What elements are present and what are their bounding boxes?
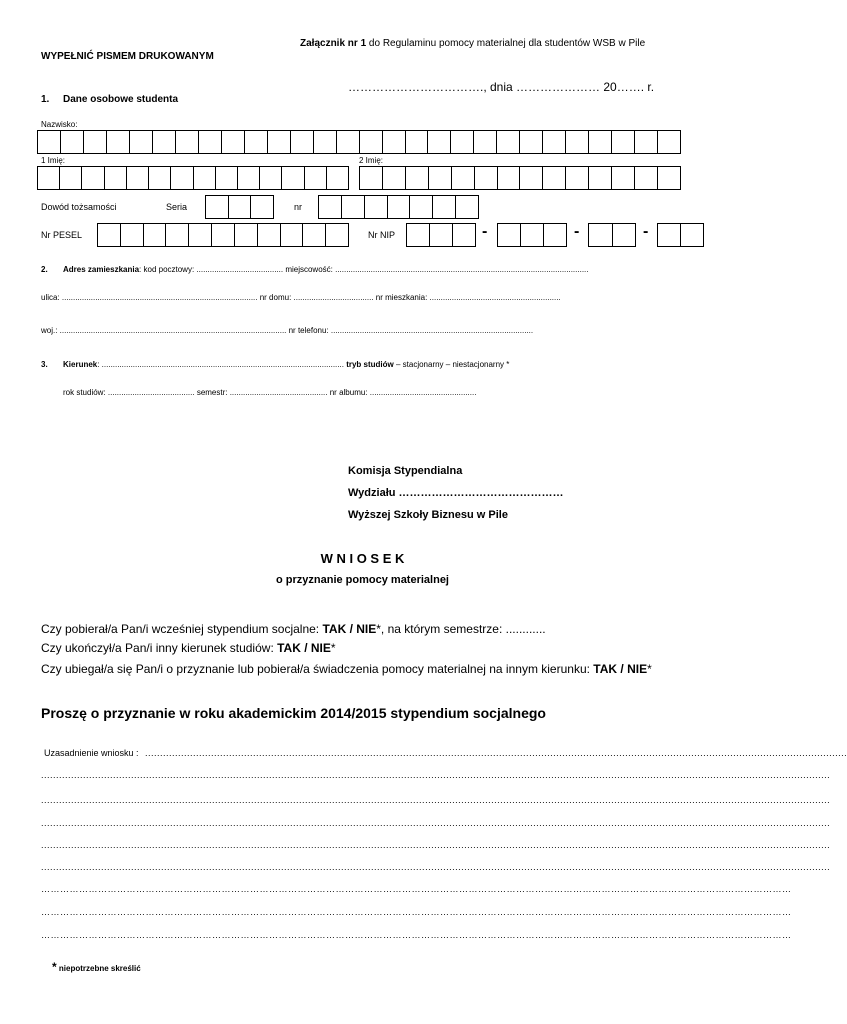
char-box[interactable] — [194, 167, 216, 189]
question-other-degree — [41, 641, 336, 655]
char-box[interactable] — [543, 167, 566, 189]
id-number-input-boxes[interactable] — [318, 195, 479, 219]
char-box[interactable] — [430, 224, 453, 246]
char-box[interactable] — [589, 224, 613, 246]
q2-asterisk: * — [330, 641, 336, 655]
id-number-label: nr — [294, 202, 303, 212]
justification-line-2[interactable]: ....................................................................................................................................................................................................................................................................... — [41, 770, 831, 780]
nip-input-boxes-part3[interactable] — [588, 223, 636, 247]
field-of-study-dots: : ............................................................................................................. — [97, 360, 344, 369]
char-box[interactable] — [245, 131, 268, 153]
footnote-text: niepotrzebne skreślić — [56, 964, 141, 973]
justification-line-4[interactable]: ....................................................................................................................................................................................................................................................................... — [41, 818, 831, 828]
char-box[interactable] — [229, 196, 252, 218]
char-box[interactable] — [222, 131, 245, 153]
char-box[interactable] — [360, 167, 383, 189]
nip-separator-3: - — [643, 223, 649, 240]
char-box[interactable] — [258, 224, 281, 246]
q3-text: Czy ubiegał/a się Pan/i o przyznanie lub pobierał/a świadczenia pomocy materialnej na innym kierunku: — [41, 662, 594, 676]
char-box[interactable] — [326, 224, 349, 246]
char-box[interactable] — [383, 131, 406, 153]
study-mode-label: tryb studiów — [346, 360, 394, 369]
char-box[interactable] — [268, 131, 291, 153]
justification-line-9[interactable]: ………………………………………………………………………………………………………………………………………………………………………………………………………………… — [41, 930, 792, 940]
province-phone-line[interactable]: woj.: ...................................................................................................... nr telefonu: ........................................................................................... — [41, 326, 534, 335]
char-box[interactable] — [658, 224, 681, 246]
char-box[interactable] — [635, 167, 658, 189]
char-box[interactable] — [474, 131, 497, 153]
char-box[interactable] — [383, 167, 406, 189]
address-postal-line[interactable] — [63, 265, 675, 274]
char-box[interactable] — [407, 224, 430, 246]
char-box[interactable] — [206, 196, 229, 218]
document-title: W N I O S E K — [320, 551, 405, 566]
char-box[interactable] — [305, 167, 327, 189]
char-box[interactable] — [144, 224, 167, 246]
char-box[interactable] — [360, 131, 383, 153]
char-box[interactable] — [613, 224, 637, 246]
pesel-label: Nr PESEL — [41, 230, 83, 240]
char-box[interactable] — [342, 196, 365, 218]
char-box[interactable] — [365, 196, 388, 218]
document-subtitle: o przyznanie pomocy materialnej — [276, 574, 449, 586]
justification-label: Uzasadnienie wniosku : — [44, 748, 139, 758]
char-box[interactable] — [105, 167, 127, 189]
char-box[interactable] — [319, 196, 342, 218]
year-semester-album-line[interactable]: rok studiów: ....................................... semestr: ............................................ nr albumu: ................................................ — [63, 388, 477, 397]
char-box[interactable] — [107, 131, 130, 153]
char-box[interactable] — [199, 131, 222, 153]
footnote — [52, 958, 141, 976]
addressee-school: Wyższej Szkoły Biznesu w Pile — [348, 509, 508, 521]
char-box[interactable] — [589, 167, 612, 189]
justification-line-1[interactable]: .......................................................................................................................................................................................................................................... — [145, 748, 847, 758]
section1-title: Dane osobowe studenta — [63, 94, 179, 105]
char-box[interactable] — [176, 131, 199, 153]
char-box[interactable] — [166, 224, 189, 246]
char-box[interactable] — [291, 131, 314, 153]
char-box[interactable] — [238, 167, 260, 189]
addressee-committee: Komisja Stypendialna — [348, 465, 463, 477]
section1-number: 1. — [41, 94, 50, 105]
char-box[interactable] — [38, 167, 60, 189]
section2-title: Adres zamieszkania — [63, 265, 140, 274]
char-box[interactable] — [497, 131, 520, 153]
q1-yes-no[interactable]: TAK / NIE — [322, 622, 377, 636]
first-name-label: 1 Imię: — [41, 156, 66, 165]
fill-instruction: WYPEŁNIĆ PISMEM DRUKOWANYM — [41, 51, 214, 62]
field-of-study-line[interactable] — [63, 360, 509, 369]
char-box[interactable] — [60, 167, 82, 189]
question-previous-scholarship — [41, 622, 546, 636]
section3-number: 3. — [41, 360, 48, 369]
surname-label: Nazwisko: — [41, 120, 78, 129]
char-box[interactable] — [251, 196, 274, 218]
question-other-aid — [41, 662, 652, 676]
char-box[interactable] — [453, 224, 476, 246]
char-box[interactable] — [130, 131, 153, 153]
char-box[interactable] — [433, 196, 456, 218]
char-box[interactable] — [451, 131, 474, 153]
char-box[interactable] — [520, 167, 543, 189]
first-name-input-boxes[interactable] — [37, 166, 349, 190]
char-box[interactable] — [475, 167, 498, 189]
second-name-label: 2 Imię: — [359, 156, 384, 165]
study-mode-options: – stacjonarny – niestacjonarny * — [393, 360, 510, 369]
char-box[interactable] — [635, 131, 658, 153]
nip-input-boxes-part4[interactable] — [657, 223, 704, 247]
char-box[interactable] — [410, 196, 433, 218]
second-name-input-boxes[interactable] — [359, 166, 681, 190]
char-box[interactable] — [189, 224, 212, 246]
addressee-faculty: Wydziału ……………………………………… — [348, 487, 564, 499]
char-box[interactable] — [171, 167, 193, 189]
attachment-number: Załącznik nr 1 — [300, 38, 367, 49]
char-box[interactable] — [303, 224, 326, 246]
surname-input-boxes[interactable] — [37, 130, 681, 154]
char-box[interactable] — [149, 167, 171, 189]
nip-input-boxes-part1[interactable] — [406, 223, 476, 247]
section2-number: 2. — [41, 265, 48, 274]
char-box[interactable] — [260, 167, 282, 189]
request-heading: Proszę o przyznanie w roku akademickim 2014/2015 stypendium socjalnego — [41, 705, 546, 721]
section3-title: Kierunek — [63, 360, 98, 369]
char-box[interactable] — [337, 131, 360, 153]
char-box[interactable] — [327, 167, 349, 189]
justification-line-8[interactable]: ………………………………………………………………………………………………………………………………………………………………………………………………………………… — [41, 907, 792, 917]
q3-asterisk: * — [647, 662, 652, 676]
justification-line-7[interactable]: ………………………………………………………………………………………………………………………………………………………………………………………………………………… — [41, 884, 792, 894]
id-series-input-boxes[interactable] — [205, 195, 274, 219]
justification-line-5[interactable]: ....................................................................................................................................................................................................................................................................... — [41, 840, 831, 850]
char-box[interactable] — [38, 131, 61, 153]
char-box[interactable] — [282, 167, 304, 189]
attachment-description: do Regulaminu pomocy materialnej dla studentów WSB w Pile — [366, 38, 646, 49]
char-box[interactable] — [235, 224, 258, 246]
char-box[interactable] — [589, 131, 612, 153]
char-box[interactable] — [544, 224, 567, 246]
char-box[interactable] — [566, 167, 589, 189]
q2-yes-no[interactable]: TAK / NIE — [277, 641, 331, 655]
char-box[interactable] — [82, 167, 104, 189]
char-box[interactable] — [566, 131, 589, 153]
char-box[interactable] — [153, 131, 176, 153]
postal-city-fields: : kod pocztowy: ....................................... miejscowość: .................................................................................................................. — [139, 265, 589, 274]
char-box[interactable] — [406, 167, 429, 189]
char-box[interactable] — [452, 167, 475, 189]
justification-line-6[interactable]: ....................................................................................................................................................................................................................................................................... — [41, 862, 831, 872]
footnote-asterisk: * — [52, 960, 57, 974]
char-box[interactable] — [406, 131, 429, 153]
char-box[interactable] — [281, 224, 304, 246]
id-document-label: Dowód tożsamości — [41, 202, 117, 212]
nip-label: Nr NIP — [368, 230, 395, 240]
char-box[interactable] — [612, 167, 635, 189]
char-box[interactable] — [658, 167, 681, 189]
char-box[interactable] — [61, 131, 84, 153]
id-series-label: Seria — [166, 202, 188, 212]
char-box[interactable] — [216, 167, 238, 189]
char-box[interactable] — [498, 167, 521, 189]
char-box[interactable] — [121, 224, 144, 246]
q1-semester: *, na którym semestrze: ............ — [376, 622, 546, 636]
place-date-line[interactable]: ……………………………., dnia ………………… 20……. r. — [348, 80, 655, 94]
nip-separator-2: - — [574, 223, 580, 240]
char-box[interactable] — [658, 131, 681, 153]
char-box[interactable] — [429, 167, 452, 189]
char-box[interactable] — [428, 131, 451, 153]
char-box[interactable] — [98, 224, 121, 246]
char-box[interactable] — [498, 224, 521, 246]
char-box[interactable] — [543, 131, 566, 153]
char-box[interactable] — [456, 196, 479, 218]
char-box[interactable] — [212, 224, 235, 246]
street-line[interactable]: ulica: ........................................................................................ nr domu: .................................... nr mieszkania: ........................................................... — [41, 293, 561, 302]
q3-yes-no[interactable]: TAK / NIE — [593, 662, 648, 676]
pesel-input-boxes[interactable] — [97, 223, 349, 247]
char-box[interactable] — [612, 131, 635, 153]
char-box[interactable] — [84, 131, 107, 153]
char-box[interactable] — [521, 224, 544, 246]
char-box[interactable] — [388, 196, 411, 218]
char-box[interactable] — [520, 131, 543, 153]
char-box[interactable] — [681, 224, 704, 246]
char-box[interactable] — [127, 167, 149, 189]
nip-separator-1: - — [482, 223, 488, 240]
q1-text: Czy pobierał/a Pan/i wcześniej stypendium socjalne: — [41, 622, 323, 636]
nip-input-boxes-part2[interactable] — [497, 223, 567, 247]
justification-line-3[interactable]: ....................................................................................................................................................................................................................................................................... — [41, 795, 831, 805]
q2-text: Czy ukończył/a Pan/i inny kierunek studiów: — [41, 641, 278, 655]
char-box[interactable] — [314, 131, 337, 153]
attachment-note — [300, 38, 645, 49]
